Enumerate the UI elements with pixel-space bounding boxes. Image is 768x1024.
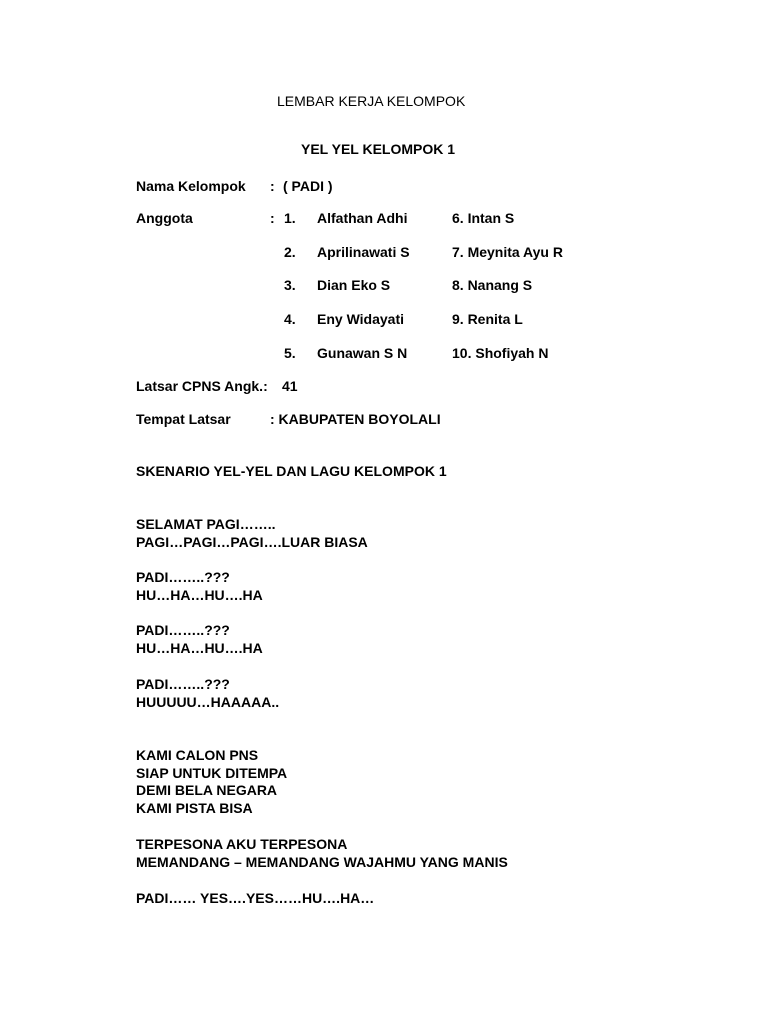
lyric-line: TERPESONA AKU TERPESONA <box>136 836 348 852</box>
lyric-line: KAMI PISTA BISA <box>136 799 253 816</box>
lyrics-stanza <box>136 516 368 551</box>
nama-kelompok-label: Nama Kelompok <box>136 178 246 194</box>
lyric-line: HU…HA…HU….HA <box>136 639 263 656</box>
member-number: 2. <box>284 244 296 260</box>
nama-kelompok-value: ( PADI ) <box>283 178 333 194</box>
lyric-line: HUUUUU…HAAAAA.. <box>136 693 280 710</box>
lyric-line: KAMI CALON PNS <box>136 747 259 763</box>
tempat-value: : KABUPATEN BOYOLALI <box>270 411 441 427</box>
lyric-line: PADI…… YES….YES……HU….HA… <box>136 890 375 906</box>
anggota-label: Anggota <box>136 210 193 226</box>
lyrics-stanza <box>136 890 374 908</box>
lyrics-stanza <box>136 676 279 711</box>
lyric-line: PADI……..??? <box>136 676 230 692</box>
nama-kelompok-colon: : <box>270 178 275 194</box>
lyrics-stanza <box>136 836 508 871</box>
tempat-label: Tempat Latsar <box>136 411 231 427</box>
lyric-line: PAGI…PAGI…PAGI….LUAR BIASA <box>136 533 368 550</box>
member-right: 8. Nanang S <box>452 277 533 293</box>
member-name: Eny Widayati <box>317 311 405 327</box>
member-right: 6. Intan S <box>452 210 515 226</box>
member-right: 10. Shofiyah N <box>452 345 549 361</box>
member-right: 9. Renita L <box>452 311 523 327</box>
member-name: Gunawan S N <box>317 345 408 361</box>
document-subtitle: YEL YEL KELOMPOK 1 <box>301 141 456 157</box>
lyrics-stanza <box>136 569 263 604</box>
lyric-line: SIAP UNTUK DITEMPA <box>136 764 288 781</box>
document-title: LEMBAR KERJA KELOMPOK <box>277 93 466 109</box>
lyric-line: SELAMAT PAGI…….. <box>136 516 276 532</box>
member-name: Dian Eko S <box>317 277 391 293</box>
lyric-line: PADI……..??? <box>136 569 230 585</box>
member-number: 4. <box>284 311 296 327</box>
member-number: 3. <box>284 277 296 293</box>
lyric-line: HU…HA…HU….HA <box>136 586 263 603</box>
lyric-line: PADI……..??? <box>136 622 230 638</box>
lyrics-stanza <box>136 622 263 657</box>
member-right: 7. Meynita Ayu R <box>452 244 563 260</box>
latsar-label: Latsar CPNS Angk.: <box>136 378 268 394</box>
member-name: Alfathan Adhi <box>317 210 408 226</box>
lyric-line: MEMANDANG – MEMANDANG WAJAHMU YANG MANIS <box>136 853 508 870</box>
lyric-line: DEMI BELA NEGARA <box>136 782 278 798</box>
member-number: 5. <box>284 345 296 361</box>
member-number: 1. <box>284 210 296 226</box>
member-name: Aprilinawati S <box>317 244 410 260</box>
skenario-heading: SKENARIO YEL-YEL DAN LAGU KELOMPOK 1 <box>136 463 447 479</box>
latsar-value: 41 <box>282 378 298 394</box>
anggota-colon: : <box>270 210 275 226</box>
lyrics-stanza <box>136 747 287 817</box>
